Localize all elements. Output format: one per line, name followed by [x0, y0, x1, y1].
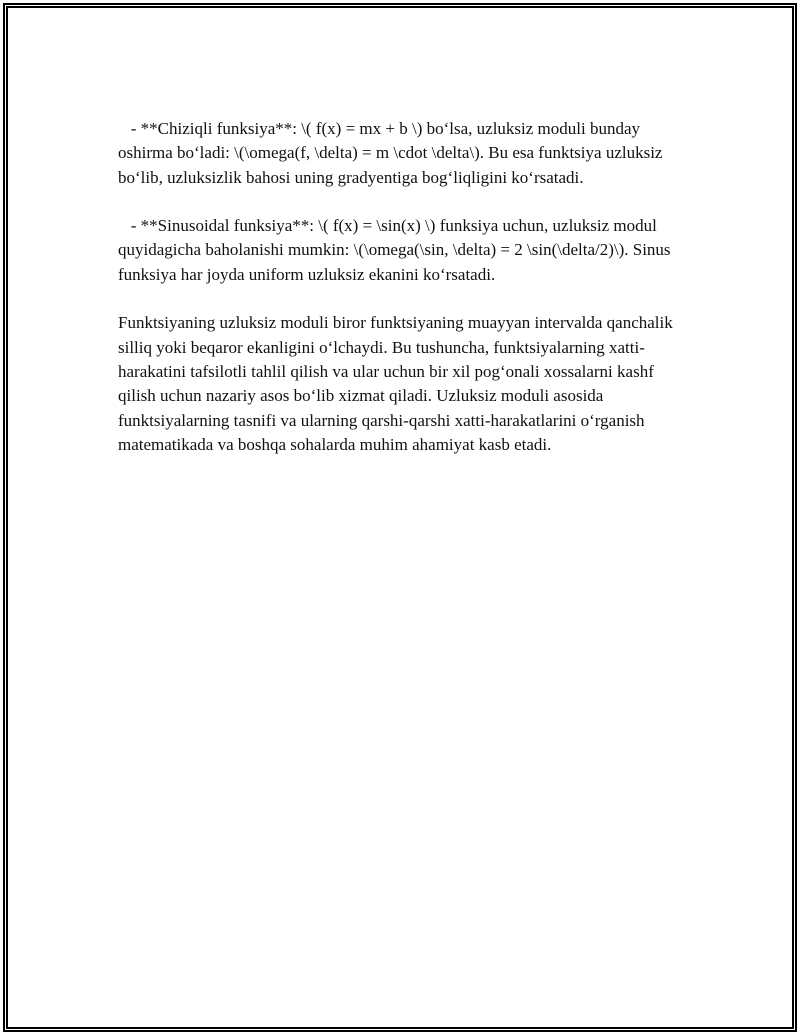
document-body: [118, 117, 693, 481]
paragraph-linear-function: - **Chiziqli funksiya**: \( f(x) = mx + b \) bo‘lsa, uzluksiz moduli bunday oshirma bo‘ladi: \(\omega(f, \delta) = m \cdot \delta\). Bu esa funktsiya uzluksiz bo‘lib, uzluksizlik bahosi uning gradyentiga bog‘liqligini ko‘rsatadi.: [118, 119, 667, 187]
paragraph-sinusoidal-function: - **Sinusoidal funksiya**: \( f(x) = \sin(x) \) funksiya uchun, uzluksiz modul quyidagicha baholanishi mumkin: \(\omega(\sin, \delta) = 2 \sin(\delta/2)\). Sinus funksiya har joyda uniform uzluksiz ekanini ko‘rsatadi.: [118, 216, 675, 284]
paragraph-summary: Funktsiyaning uzluksiz moduli biror funktsiyaning muayyan intervalda qanchalik silliq yoki beqaror ekanligini o‘lchaydi. Bu tushuncha, funktsiyalarning xatti-harakatini tafsilotli tahlil qilish va ular uchun bir xil pog‘onali xossalarni kashf qilish uchun nazariy asos bo‘lib xizmat qiladi. Uzluksiz moduli asosida funktsiyalarning tasnifi va ularning qarshi-qarshi xatti-harakatlarini o‘rganish matematikada va boshqa sohalarda muhim ahamiyat kasb etadi.: [118, 313, 678, 454]
